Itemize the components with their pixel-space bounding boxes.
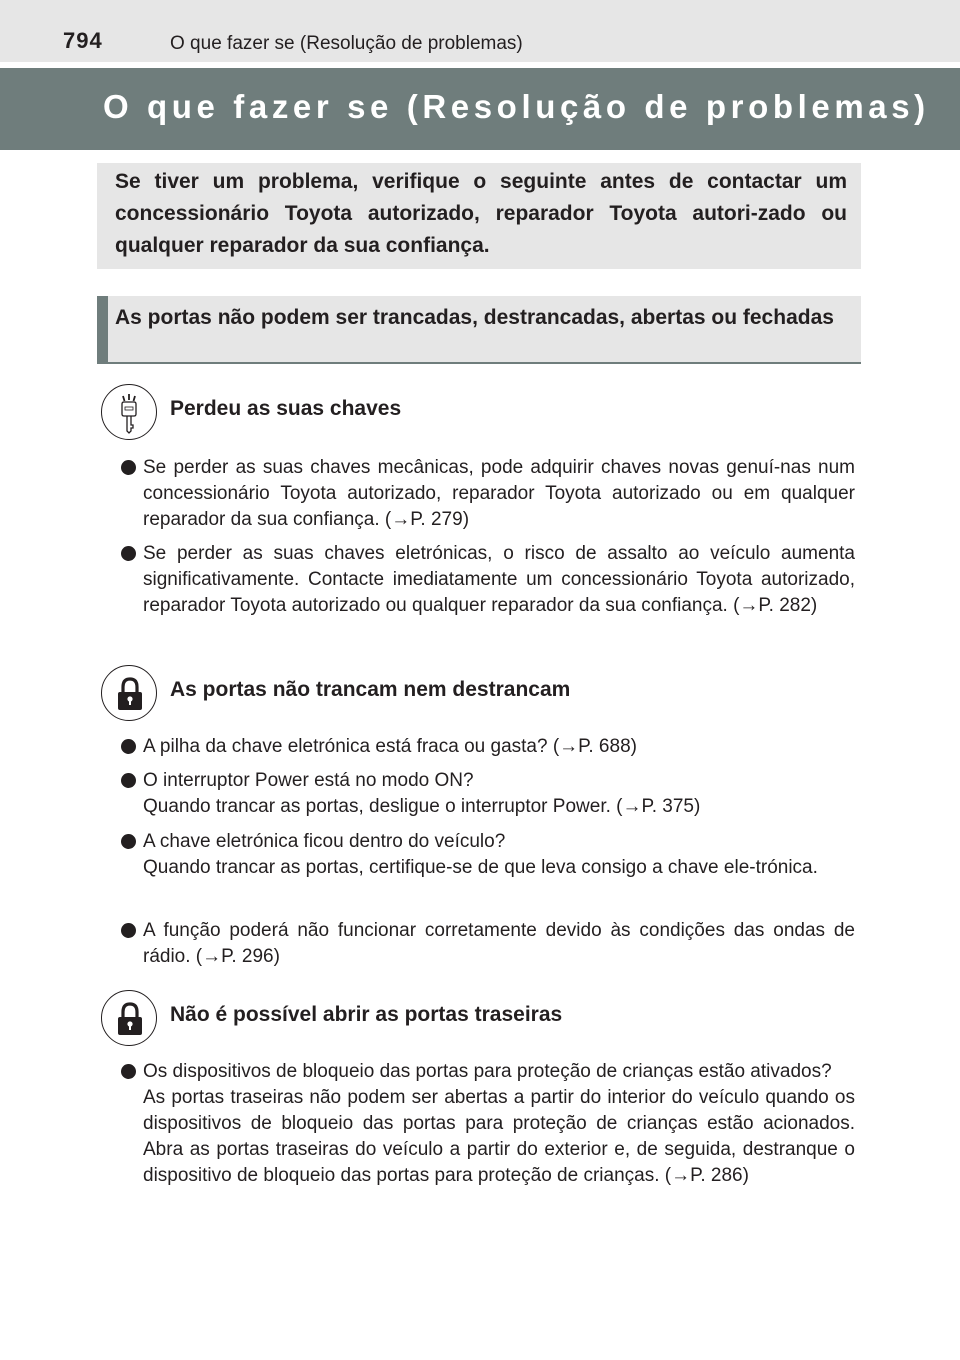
list-item [121,829,855,881]
key-icon [101,384,157,440]
bullet-icon [121,773,136,788]
item-text: A pilha da chave eletrónica está fraca ou gasta? (→P. 688) [143,736,637,757]
padlock-icon [101,990,157,1046]
list-item [121,455,855,533]
subsection-title-doors-lock: As portas não trancam nem destrancam [170,678,571,701]
page-number: 794 [63,28,103,53]
list-item [121,541,855,619]
intro-text: Se tiver um problema, verifique o seguinte antes de contactar um concessionário Toyota autorizado, reparador Toyota autori-zado ou qualquer reparador da sua confiança. [115,170,847,257]
bullet-icon [121,739,136,754]
bullet-icon [121,460,136,475]
bullet-icon [121,834,136,849]
item-question: Os dispositivos de bloqueio das portas para proteção de crianças estão ativados? [143,1061,832,1082]
item-text: A função poderá não funcionar corretamente devido às condições das ondas de rádio. (→P. 296) [143,920,855,967]
item-text: Se perder as suas chaves mecânicas, pode adquirir chaves novas genuí-nas num concessionário Toyota autorizado, reparador Toyota autorizado ou em qualquer reparador da sua confiança. (→P. 279) [143,457,855,530]
subsection-title-lost-keys: Perdeu as suas chaves [170,397,402,420]
padlock-icon [101,665,157,721]
running-header: O que fazer se (Resolução de problemas) [170,33,523,54]
item-text: As portas traseiras não podem ser abertas a partir do interior do veículo quando os dispositivos de bloqueio das portas para proteção de crianças estão acionados. Abra as portas traseiras do veículo a partir do exterior e, de seguida, destranque o dispositivo de bloqueio das portas para proteção de crianças. (→P. 286) [143,1087,855,1186]
subsection-title-rear-doors: Não é possível abrir as portas traseiras [170,1003,563,1026]
item-text: Se perder as suas chaves eletrónicas, o risco de assalto ao veículo aumenta significativamente. Contacte imediatamente um concessionário Toyota autorizado, reparador Toyota autorizado ou qualquer reparador da sua confiança. (→P. 282) [143,543,855,616]
item-text: Quando trancar as portas, certifique-se de que leva consigo a chave ele-trónica. [143,857,818,878]
list-item [121,918,855,970]
list-item [121,768,855,820]
bullet-icon [121,1064,136,1079]
bullet-icon [121,546,136,561]
page-title: O que fazer se (Resolução de problemas) [103,88,930,125]
list-item [121,734,855,760]
list-item [121,1059,855,1189]
section-title: As portas não podem ser trancadas, destrancadas, abertas ou fechadas [115,306,834,329]
item-text: Quando trancar as portas, desligue o interruptor Power. (→P. 375) [143,796,701,817]
bullet-icon [121,923,136,938]
item-question: A chave eletrónica ficou dentro do veículo? [143,831,506,852]
item-question: O interruptor Power está no modo ON? [143,770,474,791]
